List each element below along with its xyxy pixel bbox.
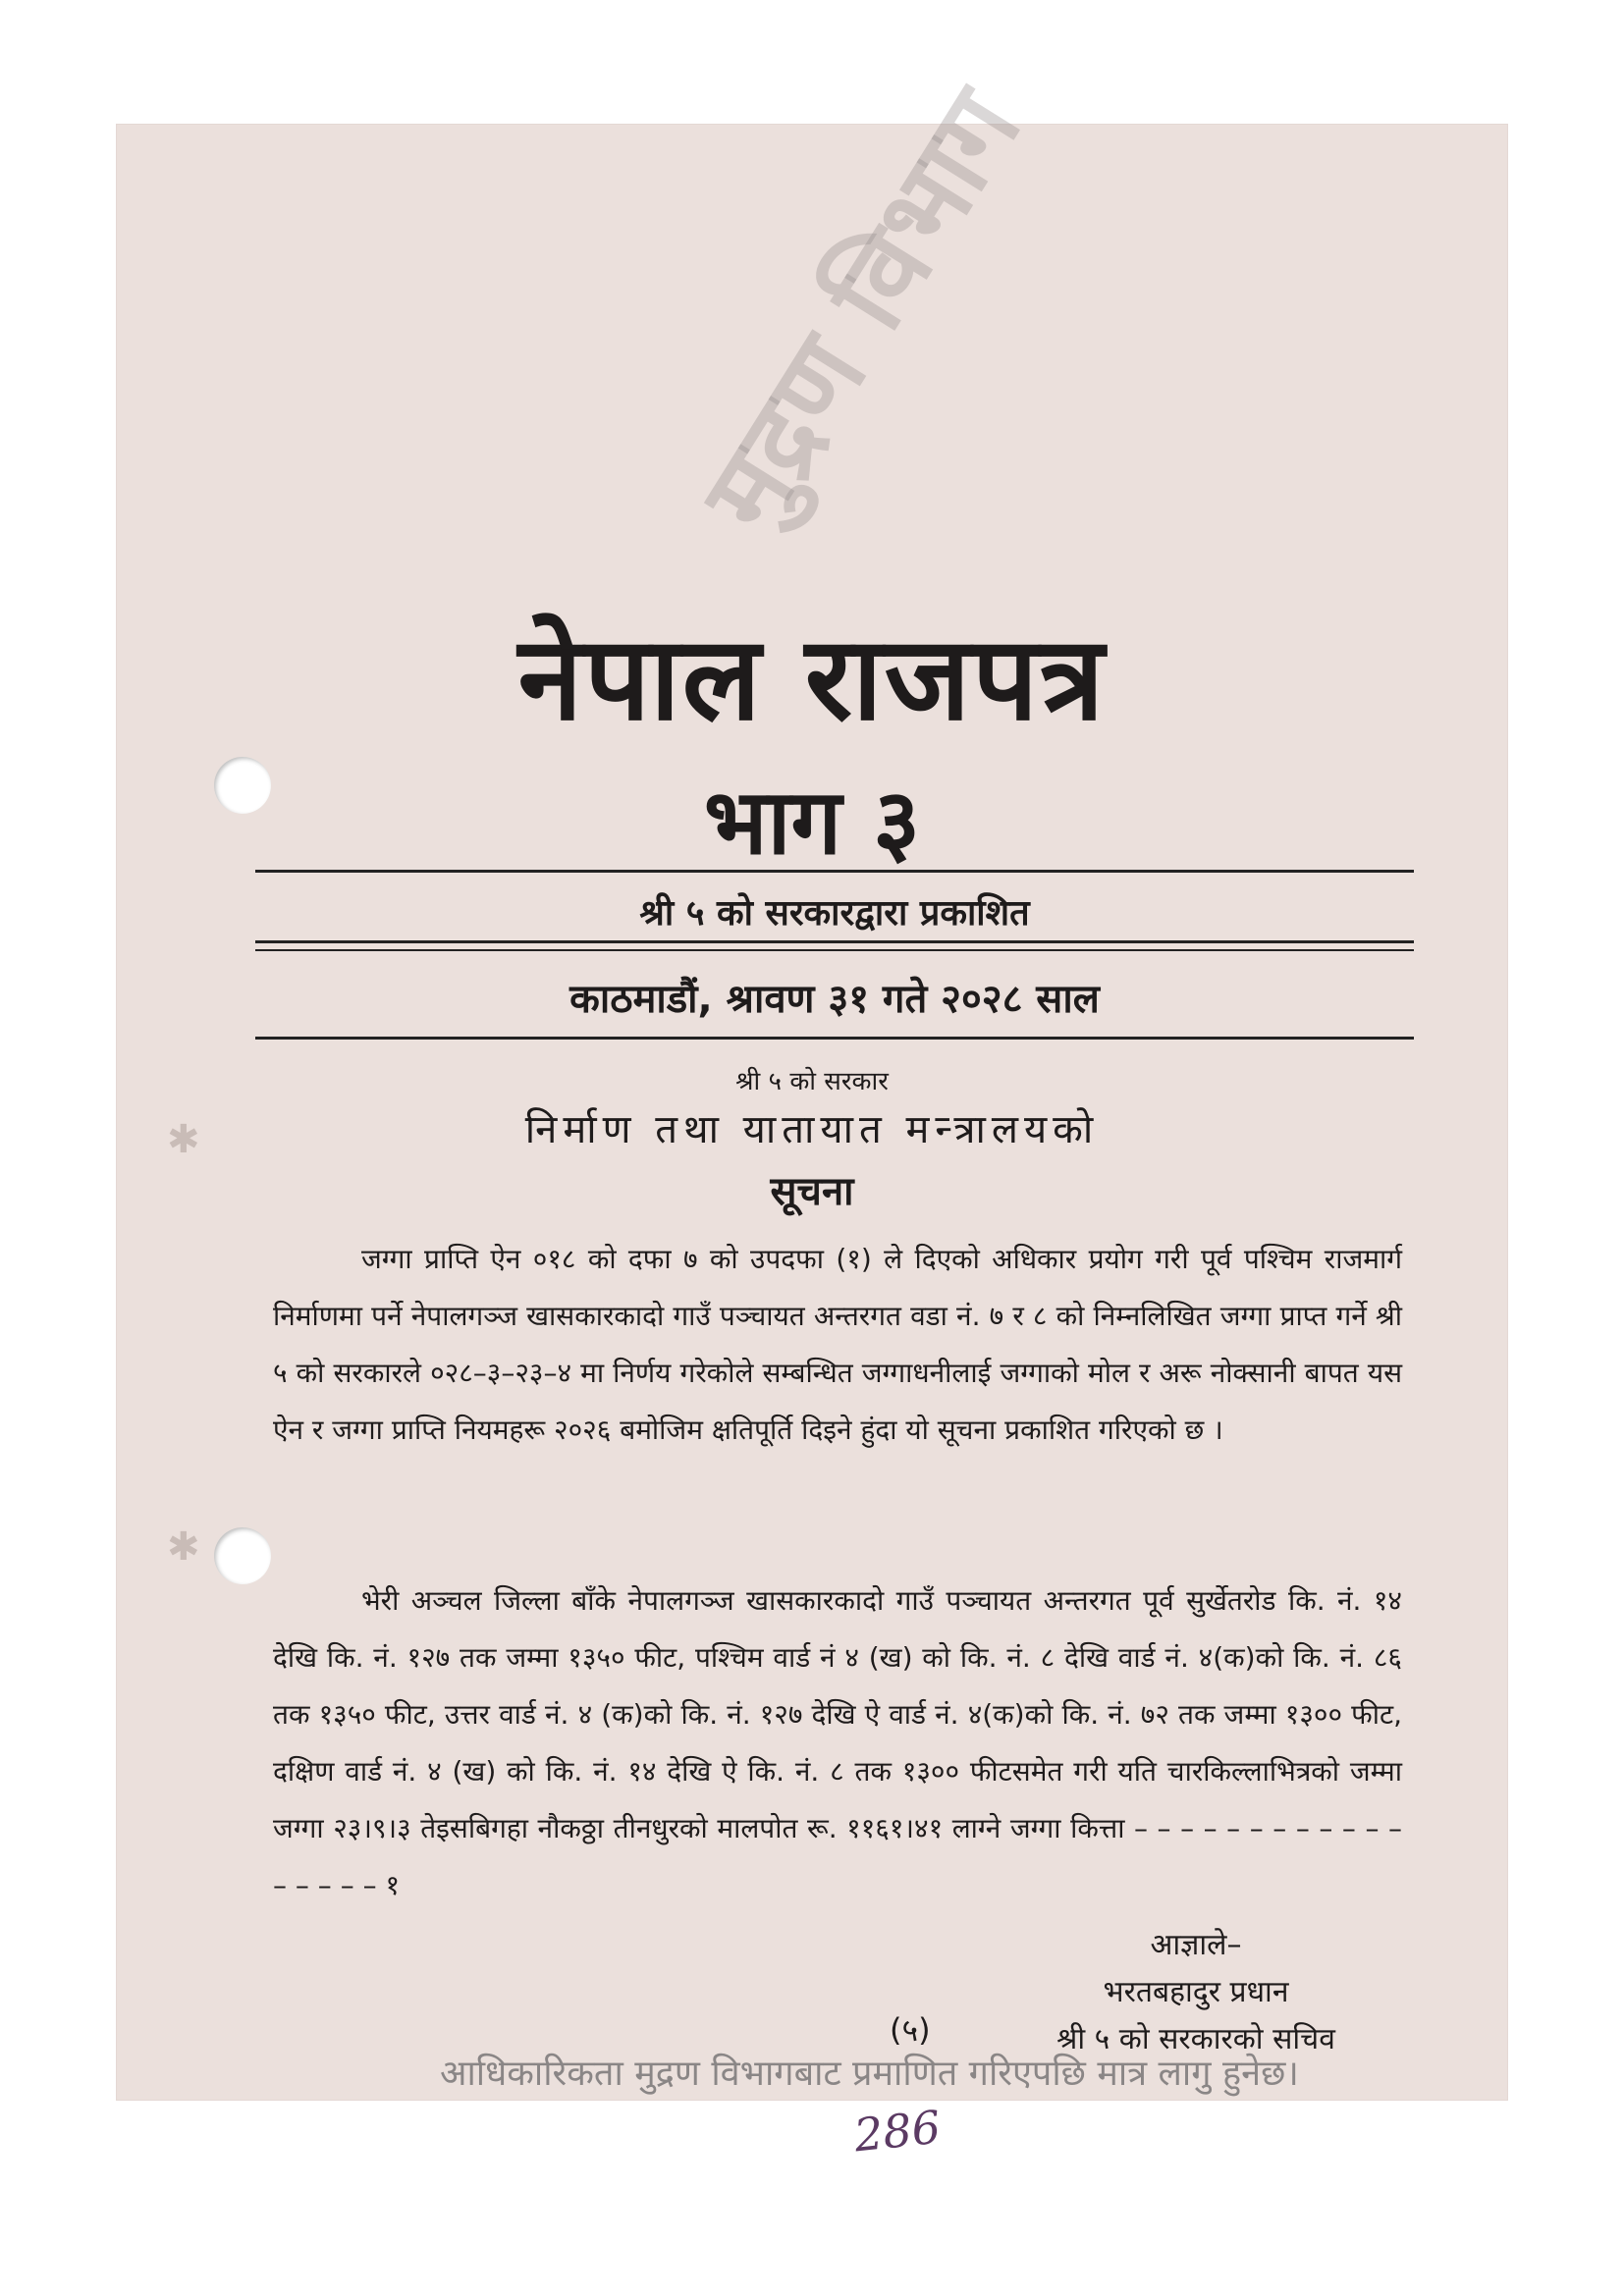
gazette-part: भाग ३: [703, 770, 921, 875]
notice-paragraph-2: भेरी अञ्चल जिल्ला बाँके नेपालगञ्ज खासकारकादो गाउँ पञ्चायत अन्तरगत पूर्व सुर्खेतरोड कि. नं. १४ देखि कि. नं. १२७ तक जम्मा १३५० फीट, पश्चिम वार्ड नं ४ (ख) को कि. नं. ८ देखि वार्ड नं. ४(क)को कि. नं. ८६ तक १३५० फीट, उत्तर वार्ड नं. ४ (क)को कि. नं. १२७ देखि ऐ वार्ड नं. ४(क)को कि. नं. ७२ तक जम्मा १३०० फीट, दक्षिण वार्ड नं. ४ (ख) को कि. नं. १४ देखि ऐ कि. नं. ८ तक १३०० फीटसमेत गरी यति चारकिल्लाभित्रको जम्मा जग्गा २३।९।३ तेइसबिगहा नौकठ्ठा तीनधुरको मालपोत रू. ११६१।४१ लाग्ने जग्गा कित्ता – – – – – – – – – – – – – – – – – १: [273, 1584, 1402, 1901]
divider-rule-double: [255, 940, 1414, 951]
authenticity-note: आधिकारिकता मुद्रण विभागबाट प्रमाणित गरिएपछि मात्र लागु हुनेछ।: [440, 2054, 1299, 2094]
ministry-name: निर्माण तथा यातायात मन्त्रालयको: [524, 1107, 1100, 1152]
notice-paragraph-1: जग्गा प्राप्ति ऐन ०१८ को दफा ७ को उपदफा (१) ले दिएको अधिकार प्रयोग गरी पूर्व पश्चिम राजमार्ग निर्माणमा पर्ने नेपालगञ्ज खासकारकादो गाउँ पञ्चायत अन्तरगत वडा नं. ७ र ८ को निम्नलिखित जग्गा प्राप्त गर्ने श्री ५ को सरकारले ०२८–३–२३–४ मा निर्णय गरेकोले सम्बन्धित जग्गाधनीलाई जग्गाको मोल र अरू नोक्सानी बापत यस ऐन र जग्गा प्राप्ति नियमहरू २०२६ बमोजिम क्षतिपूर्ति दिइने हुंदा यो सूचना प्रकाशित गरिएको छ ।: [273, 1243, 1402, 1446]
divider-rule: [255, 1037, 1414, 1040]
signatory-name: भरतबहादुर प्रधान: [1103, 1975, 1289, 2009]
watermark: मुद्रण विभाग: [677, 69, 1045, 552]
scanned-page: [116, 69, 1508, 2163]
paper-crease-mark: ✱: [167, 1524, 200, 1570]
issuing-government: श्री ५ को सरकार: [735, 1067, 889, 1096]
dateline: काठमाडौं, श्रावण ३१ गते २०२८ साल: [569, 977, 1100, 1022]
page-number: (५): [890, 2011, 931, 2049]
signature-order: आज्ञाले–: [1150, 1928, 1242, 1962]
divider-rule: [255, 870, 1414, 873]
notice-heading: सूचना: [770, 1169, 854, 1214]
handwritten-page-number: 286: [851, 2100, 944, 2163]
punch-hole-bottom: [214, 1527, 271, 1584]
gazette-title: नेपाल राजपत्र: [517, 611, 1107, 746]
signatory-title: श्री ५ को सरकारको सचिव: [1056, 2022, 1335, 2056]
paper-crease-mark: ✱: [167, 1117, 200, 1162]
publisher-line: श्री ५ को सरकारद्वारा प्रकाशित: [639, 893, 1030, 934]
